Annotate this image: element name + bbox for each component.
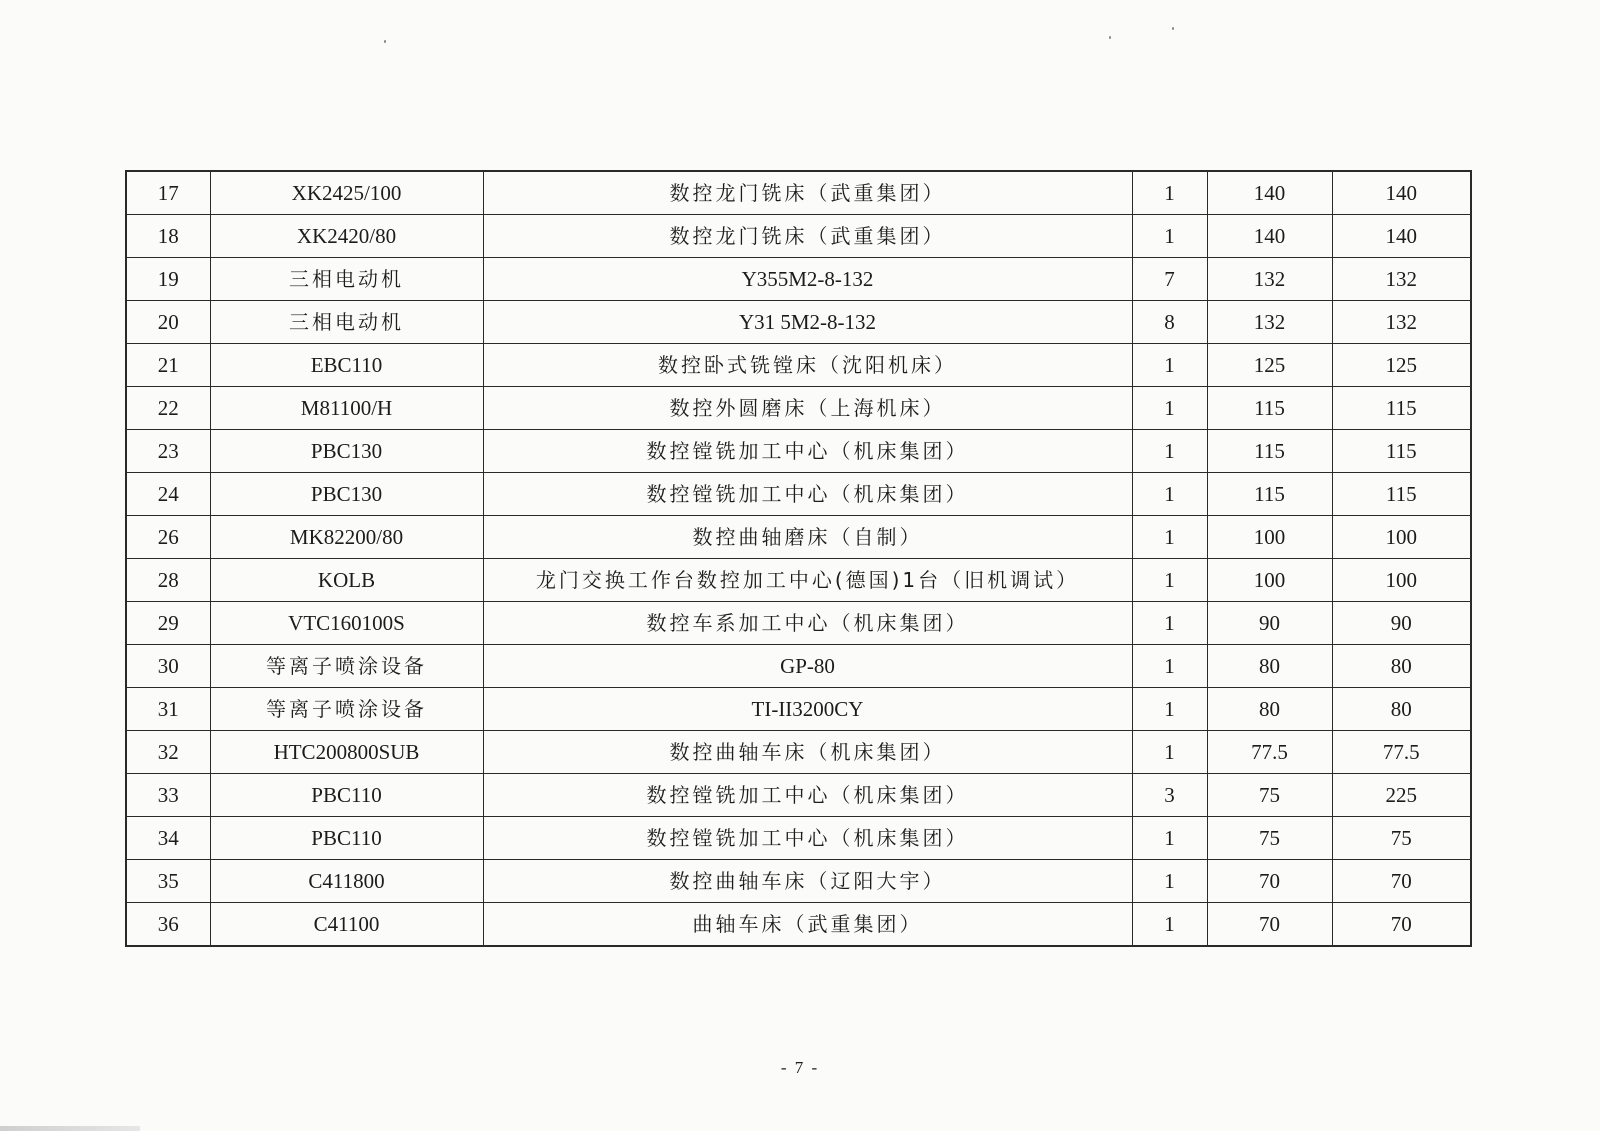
cell-model: 等离子喷涂设备	[210, 688, 483, 731]
cell-total: 115	[1332, 430, 1471, 473]
cell-quantity: 1	[1132, 387, 1207, 430]
cell-description: 数控曲轴车床（机床集团）	[483, 731, 1132, 774]
table-row	[126, 688, 1471, 731]
cell-quantity: 1	[1132, 559, 1207, 602]
cell-total: 80	[1332, 645, 1471, 688]
table-row	[126, 645, 1471, 688]
cell-quantity: 1	[1132, 344, 1207, 387]
cell-quantity: 1	[1132, 430, 1207, 473]
cell-row-number: 22	[126, 387, 210, 430]
cell-row-number: 23	[126, 430, 210, 473]
cell-description: 数控龙门铣床（武重集团）	[483, 215, 1132, 258]
table-row	[126, 430, 1471, 473]
cell-description: GP-80	[483, 645, 1132, 688]
table-body	[126, 171, 1471, 946]
cell-row-number: 28	[126, 559, 210, 602]
cell-quantity: 1	[1132, 215, 1207, 258]
cell-quantity: 1	[1132, 688, 1207, 731]
cell-model: PBC130	[210, 430, 483, 473]
cell-model: XK2425/100	[210, 171, 483, 215]
cell-description: 数控车系加工中心（机床集团）	[483, 602, 1132, 645]
cell-row-number: 19	[126, 258, 210, 301]
cell-quantity: 1	[1132, 817, 1207, 860]
cell-total: 140	[1332, 171, 1471, 215]
cell-total: 115	[1332, 473, 1471, 516]
cell-quantity: 3	[1132, 774, 1207, 817]
table-row	[126, 387, 1471, 430]
cell-unit-value: 140	[1207, 171, 1332, 215]
cell-quantity: 1	[1132, 473, 1207, 516]
cell-quantity: 1	[1132, 731, 1207, 774]
cell-description: 曲轴车床（武重集团）	[483, 903, 1132, 947]
cell-row-number: 17	[126, 171, 210, 215]
cell-unit-value: 100	[1207, 559, 1332, 602]
cell-unit-value: 77.5	[1207, 731, 1332, 774]
cell-model: 等离子喷涂设备	[210, 645, 483, 688]
cell-unit-value: 100	[1207, 516, 1332, 559]
cell-row-number: 32	[126, 731, 210, 774]
cell-description: 数控镗铣加工中心（机床集团）	[483, 430, 1132, 473]
scan-edge-mark	[0, 1126, 140, 1131]
cell-unit-value: 75	[1207, 774, 1332, 817]
cell-unit-value: 140	[1207, 215, 1332, 258]
cell-total: 75	[1332, 817, 1471, 860]
cell-model: EBC110	[210, 344, 483, 387]
table-row	[126, 171, 1471, 215]
scan-speck	[1109, 36, 1111, 39]
cell-model: PBC110	[210, 817, 483, 860]
table-row	[126, 731, 1471, 774]
cell-unit-value: 132	[1207, 301, 1332, 344]
cell-unit-value: 115	[1207, 473, 1332, 516]
cell-unit-value: 132	[1207, 258, 1332, 301]
table-row	[126, 258, 1471, 301]
cell-quantity: 1	[1132, 171, 1207, 215]
cell-model: C41100	[210, 903, 483, 947]
cell-description: 数控外圆磨床（上海机床）	[483, 387, 1132, 430]
cell-quantity: 1	[1132, 860, 1207, 903]
cell-model: PBC130	[210, 473, 483, 516]
table-row	[126, 602, 1471, 645]
cell-row-number: 30	[126, 645, 210, 688]
cell-unit-value: 75	[1207, 817, 1332, 860]
cell-quantity: 1	[1132, 602, 1207, 645]
cell-row-number: 34	[126, 817, 210, 860]
cell-row-number: 31	[126, 688, 210, 731]
cell-unit-value: 70	[1207, 903, 1332, 947]
table-row	[126, 903, 1471, 947]
cell-description: 数控曲轴磨床（自制）	[483, 516, 1132, 559]
cell-total: 70	[1332, 860, 1471, 903]
cell-description: 数控龙门铣床（武重集团）	[483, 171, 1132, 215]
cell-total: 132	[1332, 258, 1471, 301]
table-row	[126, 774, 1471, 817]
cell-model: VTC160100S	[210, 602, 483, 645]
cell-model: 三相电动机	[210, 301, 483, 344]
cell-unit-value: 115	[1207, 387, 1332, 430]
cell-total: 125	[1332, 344, 1471, 387]
cell-description: TI-II3200CY	[483, 688, 1132, 731]
table-row	[126, 559, 1471, 602]
table-row	[126, 344, 1471, 387]
cell-description: 数控镗铣加工中心（机床集团）	[483, 774, 1132, 817]
cell-model: MK82200/80	[210, 516, 483, 559]
cell-quantity: 1	[1132, 645, 1207, 688]
cell-row-number: 29	[126, 602, 210, 645]
cell-total: 132	[1332, 301, 1471, 344]
cell-unit-value: 70	[1207, 860, 1332, 903]
scan-speck	[384, 40, 386, 43]
cell-model: KOLB	[210, 559, 483, 602]
cell-model: 三相电动机	[210, 258, 483, 301]
cell-quantity: 8	[1132, 301, 1207, 344]
cell-unit-value: 125	[1207, 344, 1332, 387]
cell-description: 数控曲轴车床（辽阳大宇）	[483, 860, 1132, 903]
scan-speck	[1172, 27, 1174, 30]
cell-row-number: 36	[126, 903, 210, 947]
equipment-table	[125, 170, 1472, 947]
cell-description: 数控镗铣加工中心（机床集团）	[483, 473, 1132, 516]
page-number: - 7 -	[780, 1058, 820, 1077]
cell-row-number: 21	[126, 344, 210, 387]
table-row	[126, 860, 1471, 903]
cell-row-number: 35	[126, 860, 210, 903]
cell-description: Y31 5M2-8-132	[483, 301, 1132, 344]
cell-description: 数控卧式铣镗床（沈阳机床）	[483, 344, 1132, 387]
cell-total: 100	[1332, 516, 1471, 559]
cell-description: 龙门交换工作台数控加工中心(德国)1台（旧机调试）	[483, 559, 1132, 602]
table-row	[126, 473, 1471, 516]
cell-row-number: 18	[126, 215, 210, 258]
table-row	[126, 516, 1471, 559]
cell-total: 100	[1332, 559, 1471, 602]
cell-row-number: 20	[126, 301, 210, 344]
cell-model: PBC110	[210, 774, 483, 817]
cell-quantity: 1	[1132, 516, 1207, 559]
cell-model: M81100/H	[210, 387, 483, 430]
cell-row-number: 24	[126, 473, 210, 516]
cell-model: XK2420/80	[210, 215, 483, 258]
cell-row-number: 26	[126, 516, 210, 559]
cell-unit-value: 80	[1207, 688, 1332, 731]
cell-total: 225	[1332, 774, 1471, 817]
cell-model: C411800	[210, 860, 483, 903]
cell-quantity: 1	[1132, 903, 1207, 947]
cell-total: 70	[1332, 903, 1471, 947]
cell-description: 数控镗铣加工中心（机床集团）	[483, 817, 1132, 860]
cell-unit-value: 115	[1207, 430, 1332, 473]
cell-description: Y355M2-8-132	[483, 258, 1132, 301]
cell-model: HTC200800SUB	[210, 731, 483, 774]
cell-quantity: 7	[1132, 258, 1207, 301]
cell-total: 90	[1332, 602, 1471, 645]
cell-total: 115	[1332, 387, 1471, 430]
table-row	[126, 301, 1471, 344]
cell-unit-value: 80	[1207, 645, 1332, 688]
table-row	[126, 215, 1471, 258]
table-row	[126, 817, 1471, 860]
cell-total: 80	[1332, 688, 1471, 731]
cell-unit-value: 90	[1207, 602, 1332, 645]
cell-total: 140	[1332, 215, 1471, 258]
cell-total: 77.5	[1332, 731, 1471, 774]
cell-row-number: 33	[126, 774, 210, 817]
